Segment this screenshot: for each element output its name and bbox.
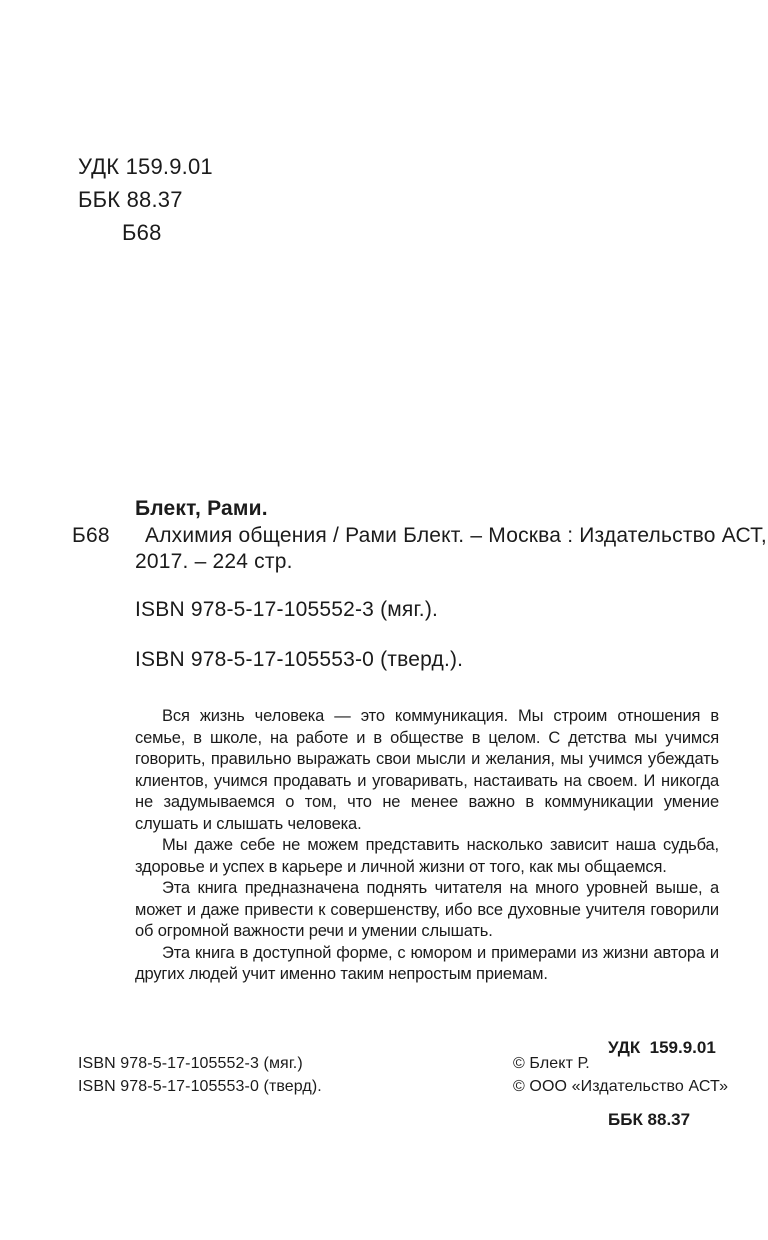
bbk-code: ББК 88.37 xyxy=(78,187,183,212)
isbn-softcover-line: ISBN 978-5-17-105552-3 (мяг.). xyxy=(135,598,439,621)
copyright-author: © Блект Р. xyxy=(513,1055,590,1072)
udk-code: УДК 159.9.01 xyxy=(78,154,213,179)
bib-author-sign: Б68 xyxy=(72,523,110,547)
isbn-hardcover-line: ISBN 978-5-17-105553-0 (тверд.). xyxy=(135,648,464,671)
bib-author-header: Блект, Рами. xyxy=(135,497,268,520)
author-sign-code: Б68 xyxy=(122,220,162,245)
annotation-paragraph: Мы даже себе не можем представить насколько зависит наша судьба, здоровье и успех в карьере и личной жизни от того, как мы общаемся. xyxy=(135,836,719,876)
udk-code-bottom: УДК 159.9.01 xyxy=(608,1038,716,1057)
top-codes-block xyxy=(78,150,213,249)
copyright-isbn-hard: ISBN 978-5-17-105553-0 (тверд). xyxy=(78,1077,322,1095)
annotation-block xyxy=(135,706,719,986)
copyright-publisher: © ООО «Издательство АСТ» xyxy=(513,1077,729,1095)
bbk-code-bottom: ББК 88.37 xyxy=(608,1110,691,1129)
copyright-isbn-soft: ISBN 978-5-17-105552-3 (мяг.) xyxy=(78,1055,303,1072)
bib-description-line2: 2017. – 224 стр. xyxy=(135,550,293,573)
annotation-paragraph: Эта книга в доступной форме, с юмором и примерами из жизни автора и других людей учит именно таким непростым приемам. xyxy=(135,943,719,983)
bib-description-line1: Алхимия общения / Рами Блект. – Москва : Издательство АСТ, xyxy=(145,523,767,547)
bib-description-row xyxy=(0,523,768,576)
annotation-paragraph: Вся жизнь человека — это коммуникация. Мы строим отношения в семье, в школе, на работе и в обществе в целом. С детства мы учимся говорить, правильно выражать свои мысли и желания, мы учимся убеждать клиентов, учимся продавать и уговаривать, настаивать на своем. И никогда не задумываемся о том, что не менее важно в коммуникации умение слушать и слышать человека. xyxy=(135,707,719,833)
copyright-isbn-column xyxy=(78,1053,322,1098)
bibliographic-entry xyxy=(0,496,768,576)
annotation-paragraph: Эта книга предназначена поднять читателя на много уровней выше, а может и даже привести к совершенству, ибо все духовные учителя говорили об огромной важности речи и умении слышать. xyxy=(135,879,719,940)
copyright-holders-column xyxy=(513,1053,728,1098)
